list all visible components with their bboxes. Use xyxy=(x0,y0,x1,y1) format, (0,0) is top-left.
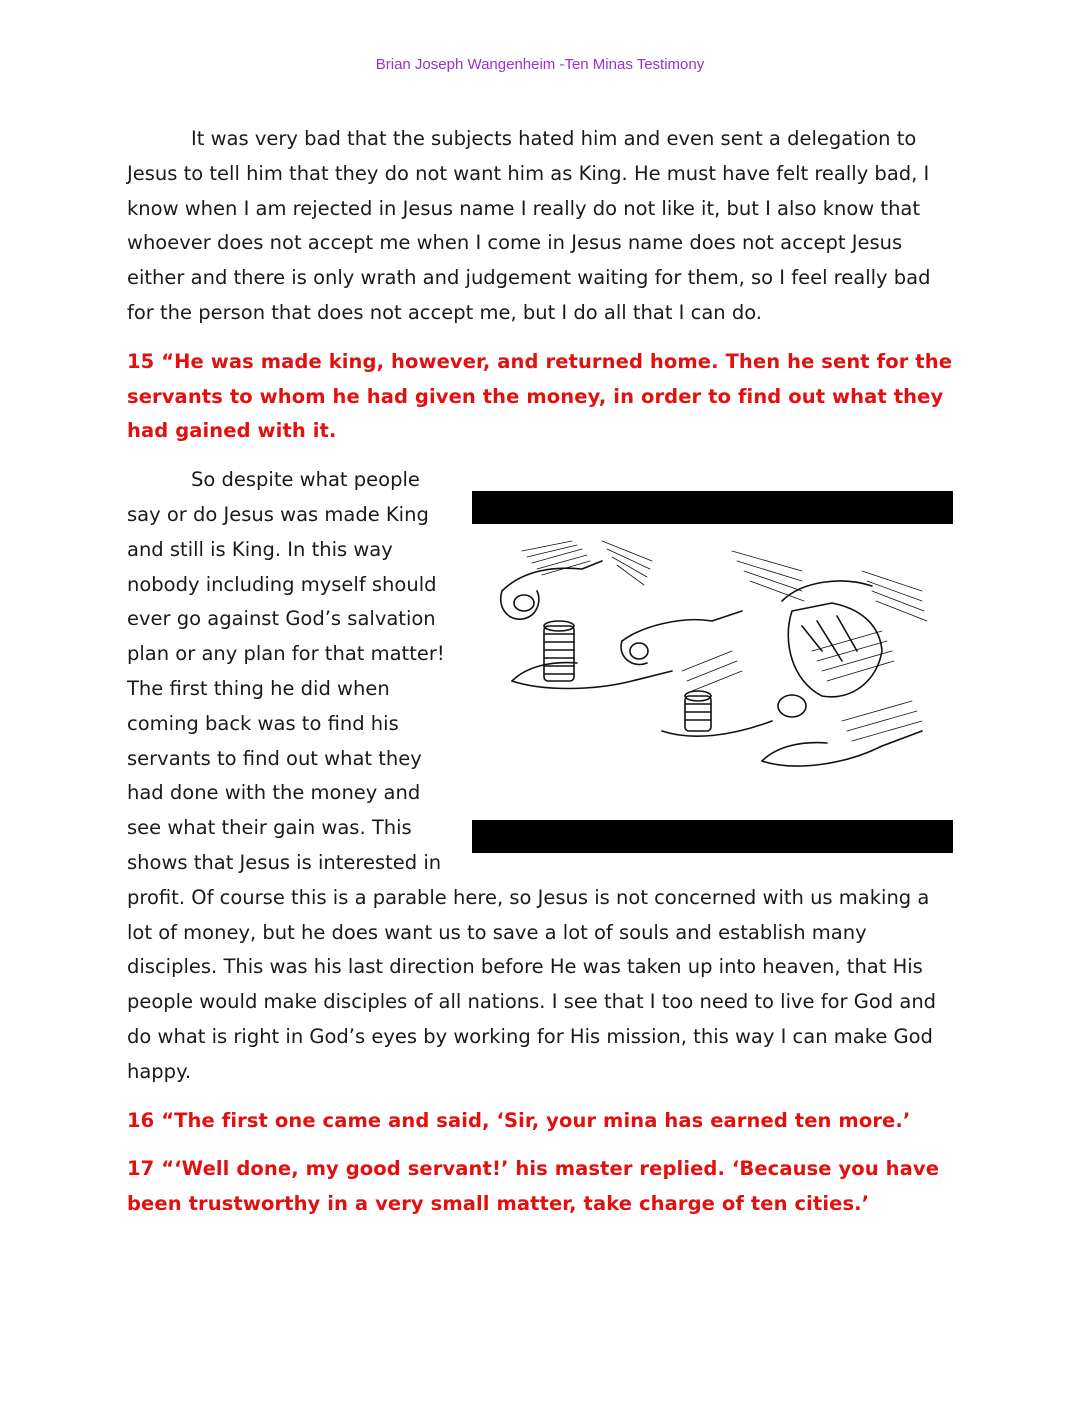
black-bar-top xyxy=(472,491,953,524)
hands-with-coins-drawing xyxy=(482,531,943,811)
black-bar-bottom xyxy=(472,820,953,853)
coins-hands-illustration xyxy=(472,491,953,853)
verse-15: 15 “He was made king, however, and returned home. Then he sent for the servants to whom he had given the money, in order to find out what they had gained with it. xyxy=(127,349,953,443)
verse-16: 16 “The first one came and said, ‘Sir, your mina has earned ten more.’ xyxy=(127,1108,911,1132)
document-body xyxy=(127,122,953,1236)
paragraph-rejection: It was very bad that the subjects hated him and even sent a delegation to Jesus to tell him that they do not want him as King. He must have felt really bad, I know when I am rejected in Jesus name I really do not like it, but I also know that whoever does not accept me when I come in Jesus name does not accept Jesus either and there is only wrath and judgement waiting for them, so I feel really bad for the person that does not accept me, but I do all that I can do. xyxy=(127,127,931,324)
verse-17: 17 “‘Well done, my good servant!’ his master replied. ‘Because you have been trustworthy in a very small matter, take charge of ten cities.’ xyxy=(127,1157,940,1216)
paragraph-king: So despite what people say or do Jesus was made King and still is King. In this way nobody including myself should ever go against God’s salvation plan or any plan for that matter! The first thing he did when coming back was to find his servants to find out what they had done with the money and see what their gain was. This shows that Jesus is interested in profit. Of course this is a parable here, so Jesus is not concerned with us making a lot of money, but he does want us to save a lot of souls and establish many disciples. This was his last direction before He was taken up into heaven, that His people would make disciples of all nations. I see that I too need to live for God and do what is right in God’s eyes by working for His mission, this way I can make God happy. xyxy=(127,468,937,1083)
page-header: Brian Joseph Wangenheim -Ten Minas Testimony xyxy=(375,56,705,73)
